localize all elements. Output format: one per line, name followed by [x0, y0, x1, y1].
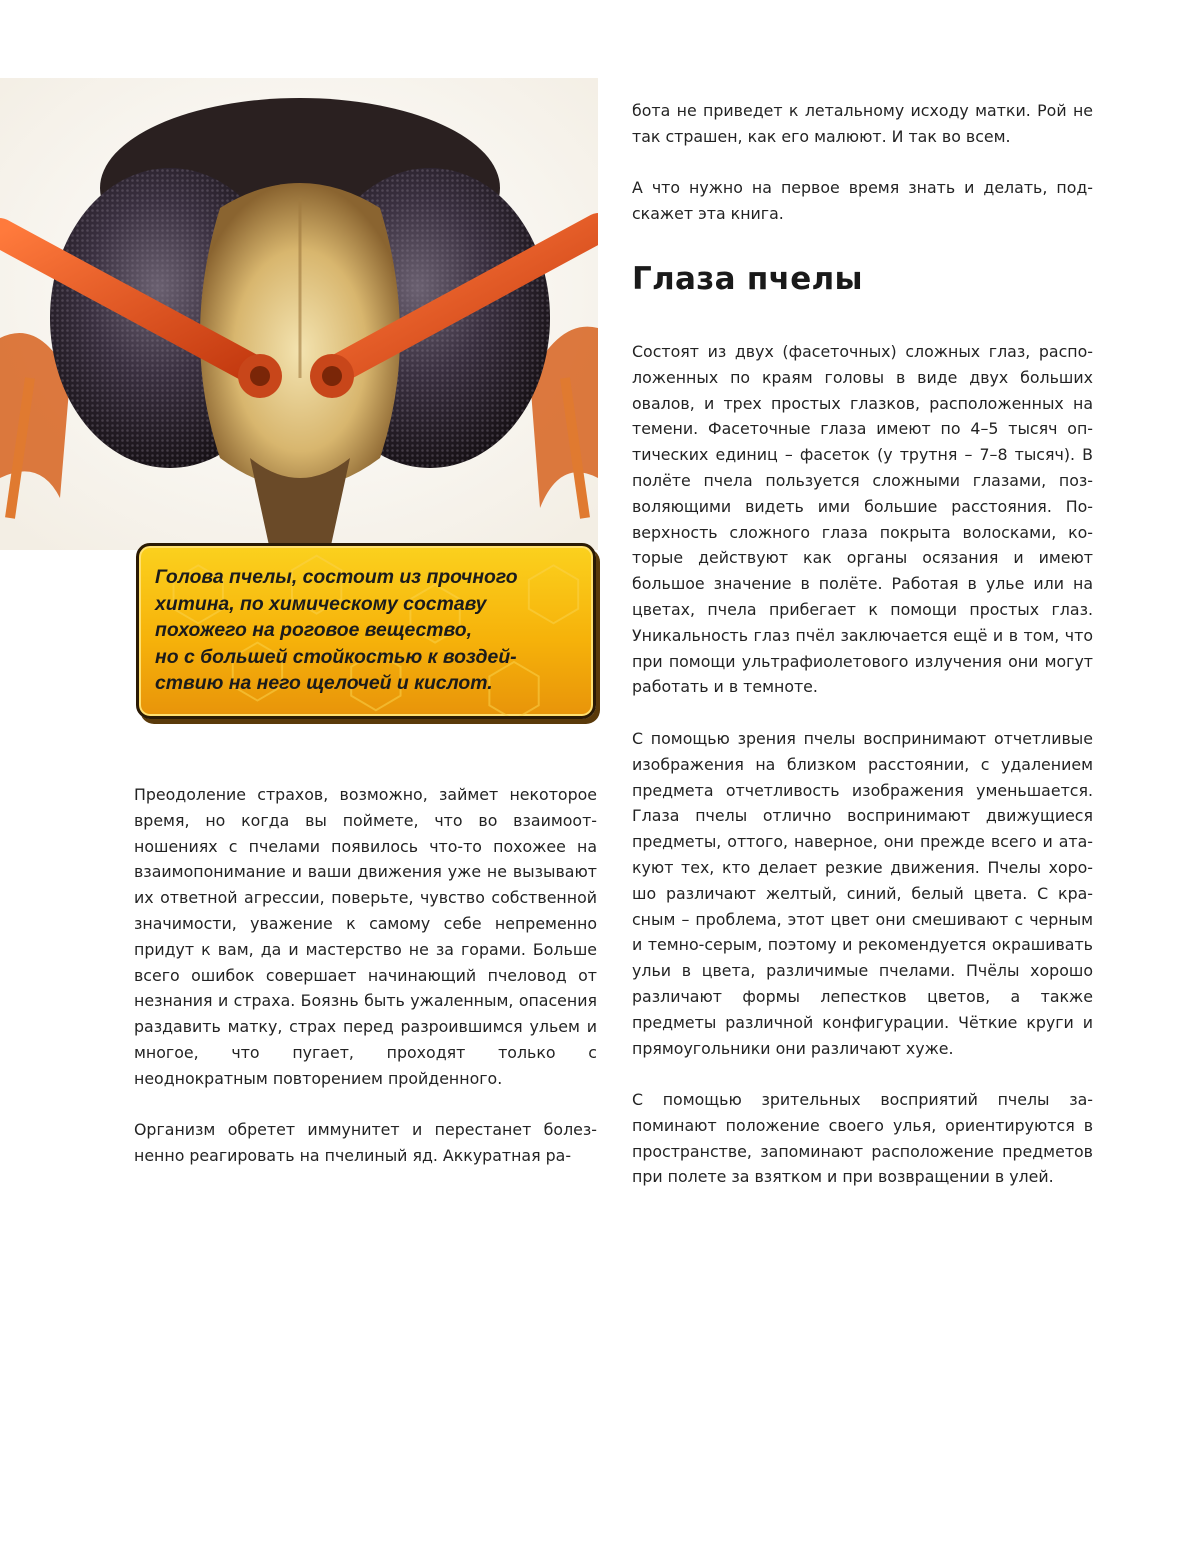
bee-head-image [0, 78, 598, 550]
paragraph: С помощью зрения пчелы воспринимают отчетливые изображения на близком расстоянии, с удалением предмета отчетливость изображения уменьшается. Глаза пчелы отлично воспринимают движущиеся предметы, оттого, наверное, они прежде всего и атакуют тех, кто делает резкие движения. Пчелы хорошо различают желтый, синий, белый цвета. С красным – проблема, этот цвет они смешивают с черным и темно-серым, поэтому и рекомендуется окрашивать ульи в цвета, различимые пчелами. Пчёлы хорошо различают формы лепестков цветов, а также предметы различной конфигурации. Чёткие круги и прямоугольники они различают хуже. [632, 728, 1093, 1058]
bee-head-photo [0, 78, 598, 550]
paragraph: Организм обретет иммунитет и перестанет болезненно реагировать на пчелиный яд. Аккуратная ра- [134, 1120, 597, 1166]
callout-text [155, 564, 581, 697]
left-column [134, 782, 597, 1195]
paragraph: Преодоление страхов, возможно, займет некоторое время, но когда вы поймете, что во взаимоотношениях с пчелами появилось что-то похожее на взаимопонимание и ваши движения уже не вызывают их ответной агрессии, поверьте, чувство собственной значимости, уважение к самому себе непременно придут к вам, да и мастерство не за горами. Больше всего ошибок совершает начинающий пчеловод от незнания и страха. Боязнь быть ужаленным, опасения раздавить матку, страх перед разроившимся ульем и многое, что пугает, проходят только с неоднократным повторением пройденного. [134, 785, 597, 1088]
callout-line: хитина, по химическому составу [155, 592, 487, 615]
callout-line: похожего на роговое вещество, [155, 619, 472, 641]
right-column [632, 98, 1093, 1216]
callout-line: но с большей стойкостью к воздей- [155, 645, 517, 668]
paragraph: Состоят из двух (фасеточных) сложных глаз, расположенных по краям головы в виде двух больших овалов, и трех простых глазков, расположенных на темени. Фасеточные глаза имеют по 4–5 тысяч оптических единиц – фасеток (у трутня – 7–8 тысяч). В полёте пчела пользуется сложными глазами, позволяющими видеть ими большие расстояния. Поверхность сложного глаза покрыта волосками, которые действуют как органы осязания и имеют большое значение в полёте. Работая в улье или на цветах, пчела прибегает к помощи простых глаз. Уникальность глаз пчёл заключается ещё и в том, что при помощи ультрафиолетового излучения они могут работать и в темноте. [632, 341, 1093, 697]
paragraph: С помощью зрительных восприятий пчелы запоминают положение своего улья, ориентируются в пространстве, запоминают расположение предметов при полете за взятком и при возвращении в улей. [632, 1090, 1093, 1187]
callout-line: ствию на него щелочей и кислот. [155, 672, 493, 694]
callout-line: Голова пчелы, состоит из прочного [155, 566, 518, 588]
paragraph: А что нужно на первое время знать и делать, подскажет эта книга. [632, 178, 1093, 224]
section-heading: Глаза пчелы [632, 260, 863, 297]
paragraph: бота не приведет к летальному исходу матки. Рой не так страшен, как его малюют. И так во всем. [632, 101, 1093, 146]
callout-box [136, 543, 596, 719]
